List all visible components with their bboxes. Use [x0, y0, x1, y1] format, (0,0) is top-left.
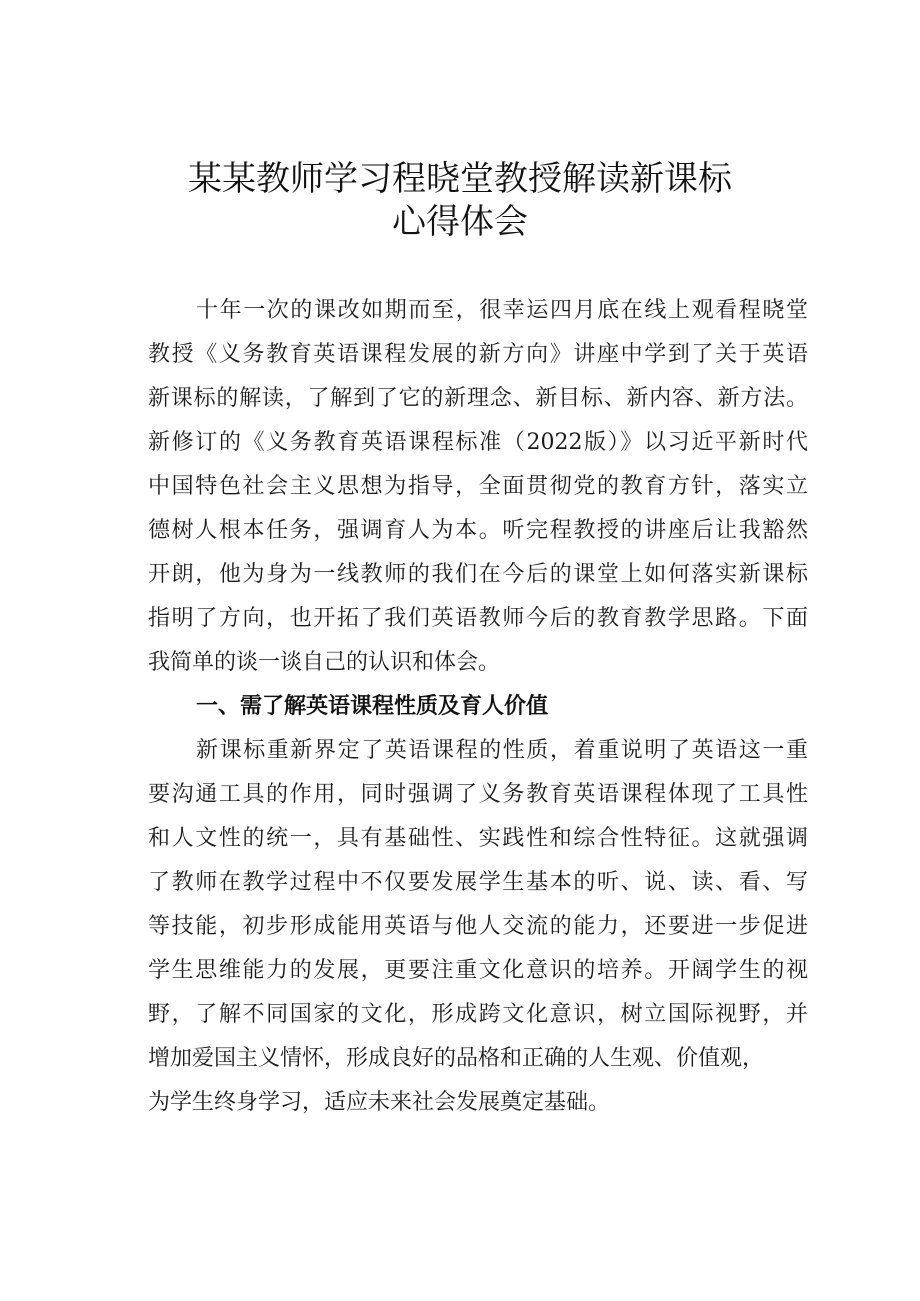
paragraph-line: 增加爱国主义情怀，形成良好的品格和正确的人生观、价值观，	[148, 1046, 765, 1071]
paragraph-line: 中国特色社会主义思想为指导，全面贯彻党的教育方针，落实立	[148, 474, 808, 499]
paragraph-line: 指明了方向，也开拓了我们英语教师今后的教育教学思路。下面	[148, 606, 808, 631]
paragraph-line: 学生思维能力的发展，更要注重文化意识的培养。开阔学生的视	[148, 958, 808, 983]
paragraph-line: 等技能，初步形成能用英语与他人交流的能力，还要进一步促进	[148, 914, 808, 939]
paragraph-line: 我简单的谈一谈自己的认识和体会。	[148, 650, 501, 675]
paragraph-line: 和人文性的统一，具有基础性、实践性和综合性特征。这就强调	[148, 826, 808, 851]
paragraph-line: 德树人根本任务，强调育人为本。听完程教授的讲座后让我豁然	[148, 518, 808, 543]
paragraph-line: 开朗，他为身为一线教师的我们在今后的课堂上如何落实新课标	[148, 562, 808, 587]
paragraph-line: 野，了解不同国家的文化，形成跨文化意识，树立国际视野，并	[148, 1002, 808, 1027]
paragraph-line: 新课标重新界定了英语课程的性质，着重说明了英语这一重	[196, 738, 808, 763]
paragraph-line: 新修订的《义务教育英语课程标准（2022版）》以习近平新时代	[148, 430, 808, 455]
paragraph-line: 新课标的解读，了解到了它的新理念、新目标、新内容、新方法。	[148, 386, 808, 411]
section-heading: 一、需了解英语课程性质及育人价值	[196, 694, 549, 719]
document-title-line-2: 心得体会	[392, 202, 528, 242]
paragraph-line: 教授《义务教育英语课程发展的新方向》讲座中学到了关于英语	[148, 342, 808, 367]
paragraph-line: 要沟通工具的作用，同时强调了义务教育英语课程体现了工具性	[148, 782, 808, 807]
paragraph-line: 了教师在教学过程中不仅要发展学生基本的听、说、读、看、写	[148, 870, 808, 895]
document-title-line-1: 某某教师学习程晓堂教授解读新课标	[188, 159, 732, 199]
paragraph-line: 为学生终身学习，适应未来社会发展奠定基础。	[148, 1090, 611, 1115]
paragraph-line: 十年一次的课改如期而至，很幸运四月底在线上观看程晓堂	[196, 298, 808, 323]
